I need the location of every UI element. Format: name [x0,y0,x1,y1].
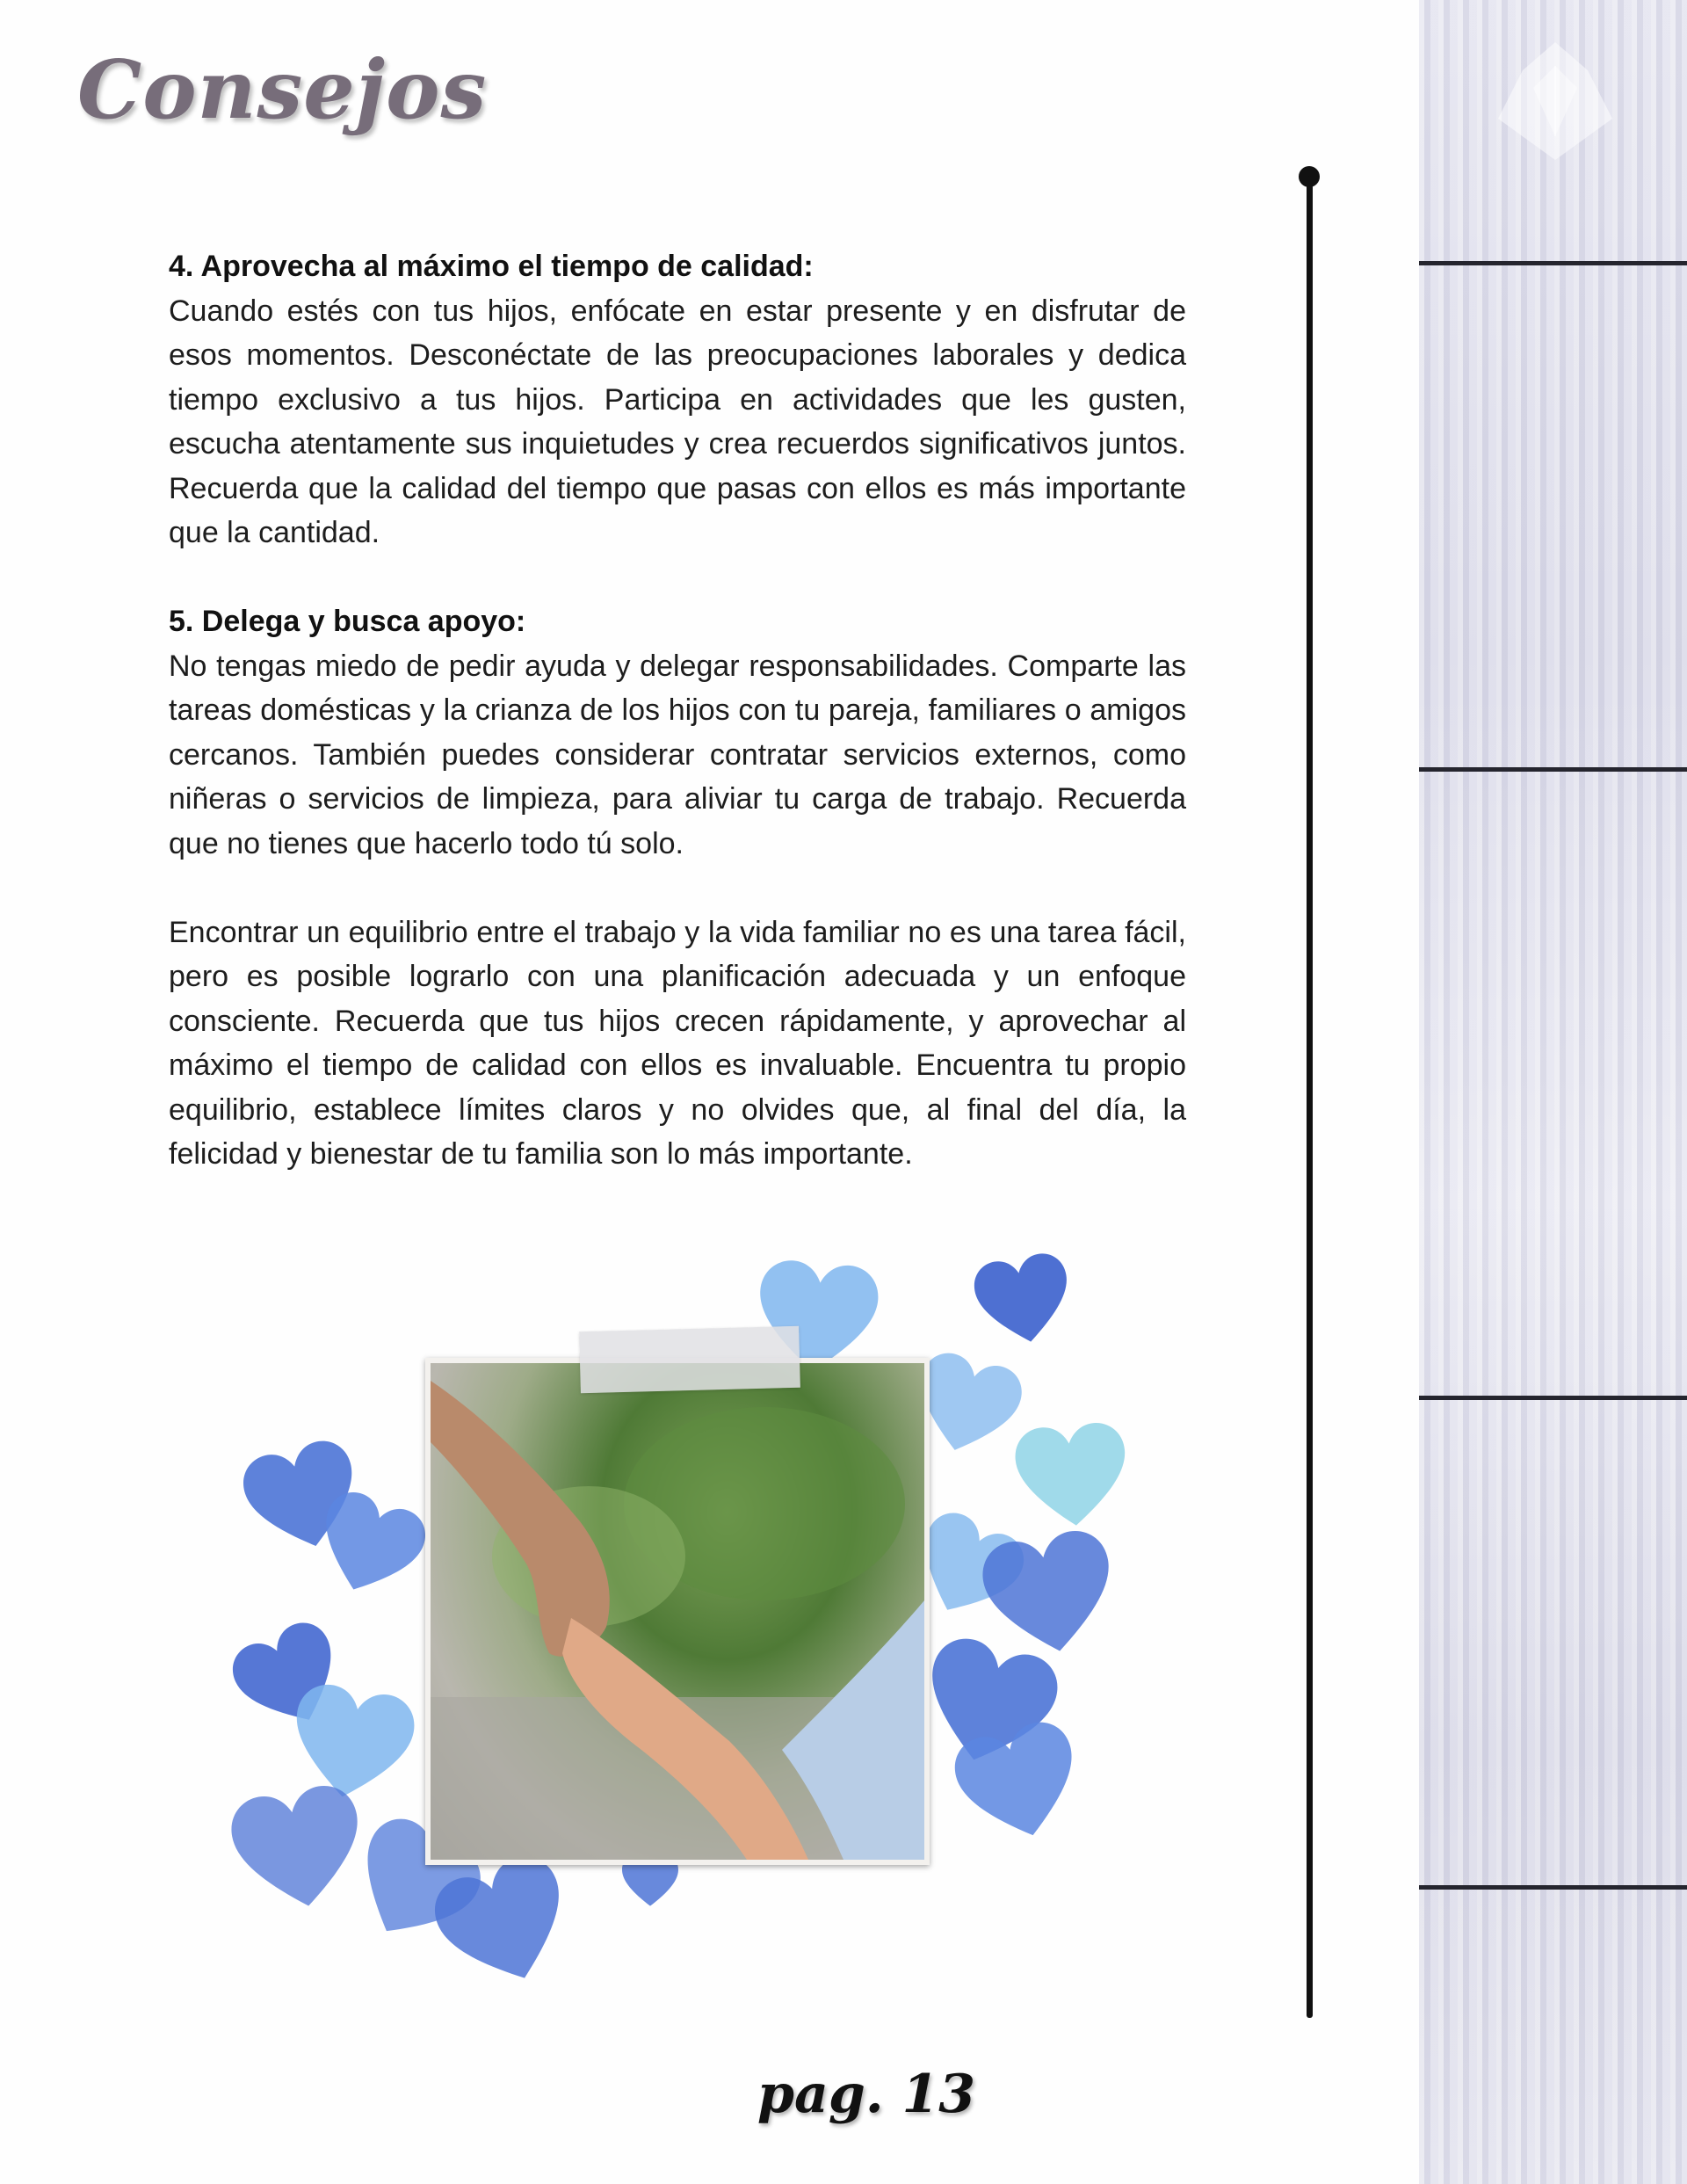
section-heading: 4. Aprovecha al máximo el tiempo de calidad: [169,250,814,283]
page-number: pag. 13 [757,2064,976,2125]
photo-collage [228,1248,1125,2004]
holding-hands-photo [431,1363,924,1860]
conclusion-paragraph: Encontrar un equilibrio entre el trabajo y la vida familiar no es una tarea fácil, pero es posible lograrlo con una planificación adecuada y un enfoque consciente. Recuerda que tus hijos crecen rápidamente, y aprovechar al máximo el tiempo de calidad con ellos es invaluable. Encuentra tu propio equilibrio, establece límites claros y no olvides que, al final del día, la felicidad y bienestar de tu familia son lo más importante. [169,915,1186,1171]
section-paragraph: Cuando estés con tus hijos, enfócate en estar presente y en disfrutar de esos momentos. Desconéctate de las preocupaciones laborales y dedica tiempo exclusivo a tus hijos. Participa en actividades que les gusten, escucha atentamente sus inquietudes y crea recuerdos significativos juntos. Recuerda que la calidad del tiempo que pasas con ellos es más importante que la cantidad. [169,294,1186,549]
article-body [169,244,1186,1177]
section-heading: 5. Delega y busca apoyo: [169,605,526,638]
diamond-logo-icon [1489,35,1621,167]
wood-panel [1419,0,1687,2184]
plank-gap [1419,767,1687,772]
section-paragraph: No tengas miedo de pedir ayuda y delegar responsabilidades. Comparte las tareas domésticas y la crianza de los hijos con tu pareja, familiares o amigos cercanos. También puedes considerar contratar servicios externos, como niñeras o servicios de limpieza, para aliviar tu carga de trabajo. Recuerda que no tienes que hacerlo todo tú solo. [169,649,1186,860]
tape-strip [579,1326,800,1394]
plank-gap [1419,1396,1687,1400]
heart-icon [967,1240,1080,1360]
page-title: Consejos [77,42,488,137]
plank-gap [1419,1885,1687,1890]
timeline-line [1307,176,1313,2018]
plank-gap [1419,261,1687,265]
photo-frame [425,1358,930,1865]
